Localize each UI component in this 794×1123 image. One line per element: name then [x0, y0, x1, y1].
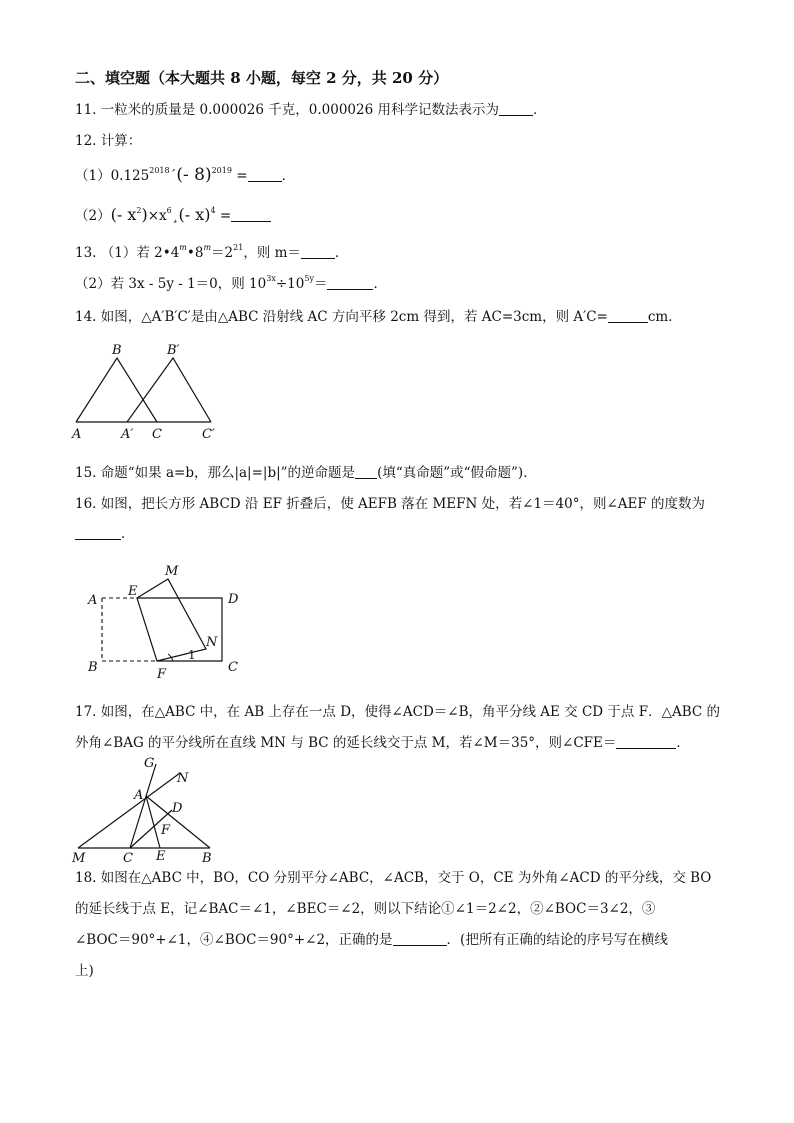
- label-g: G: [144, 756, 155, 771]
- label-b: B: [112, 343, 122, 358]
- label-b-prime: B′: [167, 343, 180, 358]
- question-12-part-1: $(1)0.125^{2018}´(-$ 8)$^{2019}$ = ．: [75, 165, 296, 185]
- label-a: A: [72, 427, 82, 442]
- label-e: E: [156, 849, 166, 864]
- question-12-head: 12. 计算：: [75, 133, 142, 149]
- answer-blank: [616, 734, 676, 749]
- answer-blank: [301, 244, 335, 259]
- answer-blank: [393, 931, 447, 946]
- question-18-line-3: ∠BOC＝90°+∠1，④∠BOC＝90°+∠2，正确的是 ．(把所有正确的结论的序号写在横线: [75, 932, 668, 948]
- question-17-line-2: 外角∠BAG 的平分线所在直线 MN 与 BC 的延长线交于点 M，若∠M＝35°，则∠CFE＝ ．: [75, 735, 690, 751]
- label-n: N: [177, 771, 189, 786]
- label-c: C: [152, 427, 162, 442]
- label-b: B: [202, 851, 212, 866]
- line-cg: [130, 764, 156, 848]
- label-a: A: [88, 593, 98, 608]
- label-c: C: [228, 660, 238, 675]
- label-c: C: [123, 851, 133, 866]
- triangle-abc: [76, 358, 157, 422]
- question-18-line-2: 的延长线于点 E，记∠BAC＝∠1，∠BEC＝∠2，则以下结论①∠1＝2∠2，②∠BOC＝3∠2，③: [75, 901, 656, 917]
- section-title: 二、填空题（本大题共 8 小题，每空 2 分，共 20 分）: [75, 69, 449, 87]
- answer-blank: [248, 167, 282, 182]
- label-n: N: [206, 635, 218, 650]
- question-12-part-2: （2）(- $x^2)\times x^6¸(-$ x)$^4$ =: [75, 205, 271, 226]
- folded-quad-mefn: [137, 579, 206, 661]
- answer-blank: [499, 101, 533, 116]
- label-f: F: [157, 667, 167, 682]
- label-c-prime: C′: [202, 427, 215, 442]
- label-m: M: [165, 564, 179, 579]
- question-11: 11. 一粒米的质量是 0.000026 千克，0.000026 用科学记数法表示为 ．: [75, 102, 547, 118]
- answer-blank: [327, 275, 373, 290]
- answer-blank: [355, 464, 377, 479]
- label-b: B: [88, 660, 98, 675]
- rectangle-edge: [137, 598, 222, 661]
- answer-blank: [231, 207, 271, 222]
- label-a-prime: A′: [121, 427, 134, 442]
- label-angle-1: 1: [188, 648, 196, 662]
- answer-blank: [608, 308, 648, 323]
- triangle-a2b2c2: [127, 358, 211, 422]
- label-f: F: [161, 823, 171, 838]
- question-14: 14. 如图，△A′B′C′是由△ABC 沿射线 AC 方向平移 2cm 得到，若 AC=3cm，则 A′C= cm．: [75, 309, 682, 325]
- label-a: A: [134, 788, 144, 803]
- label-m: M: [72, 851, 86, 866]
- question-16: 16. 如图，把长方形 ABCD 沿 EF 折叠后，使 AEFB 落在 MEFN 处，若∠1＝40°，则∠AEF 的度数为: [75, 496, 706, 512]
- question-17-line-1: 17. 如图，在△ABC 中，在 AB 上存在一点 D，使得∠ACD＝∠B，角平分线 AE 交 CD 于点 F．△ABC 的: [75, 704, 720, 720]
- figure-14-translated-triangles: [70, 340, 230, 445]
- figure-17-triangle-bisectors: [68, 752, 223, 868]
- question-15: 15. 命题“如果 a=b，那么|a|=|b|”的逆命题是 (填“真命题”或“假命题”)．: [75, 465, 537, 481]
- label-e: E: [128, 584, 138, 599]
- label-d: D: [172, 801, 183, 816]
- question-13-part-1: 13. （1）若 $2•4^m•8^m=2^{21}$，则 m＝ ．: [75, 243, 349, 261]
- question-13-part-2: （2）若 3x - 5y - 1＝0，则 $10^{3x}\div 10^{5y}=$ ．: [75, 274, 387, 292]
- answer-blank: [75, 525, 121, 540]
- question-16-answer-line: ．: [75, 524, 135, 544]
- label-d: D: [228, 592, 239, 607]
- question-18-line-4: 上): [75, 963, 94, 979]
- figure-16-folded-rectangle: [85, 562, 250, 687]
- question-18-line-1: 18. 如图在△ABC 中，BO，CO 分别平分∠ABC，∠ACB，交于 O，CE 为外角∠ACD 的平分线，交 BO: [75, 870, 712, 886]
